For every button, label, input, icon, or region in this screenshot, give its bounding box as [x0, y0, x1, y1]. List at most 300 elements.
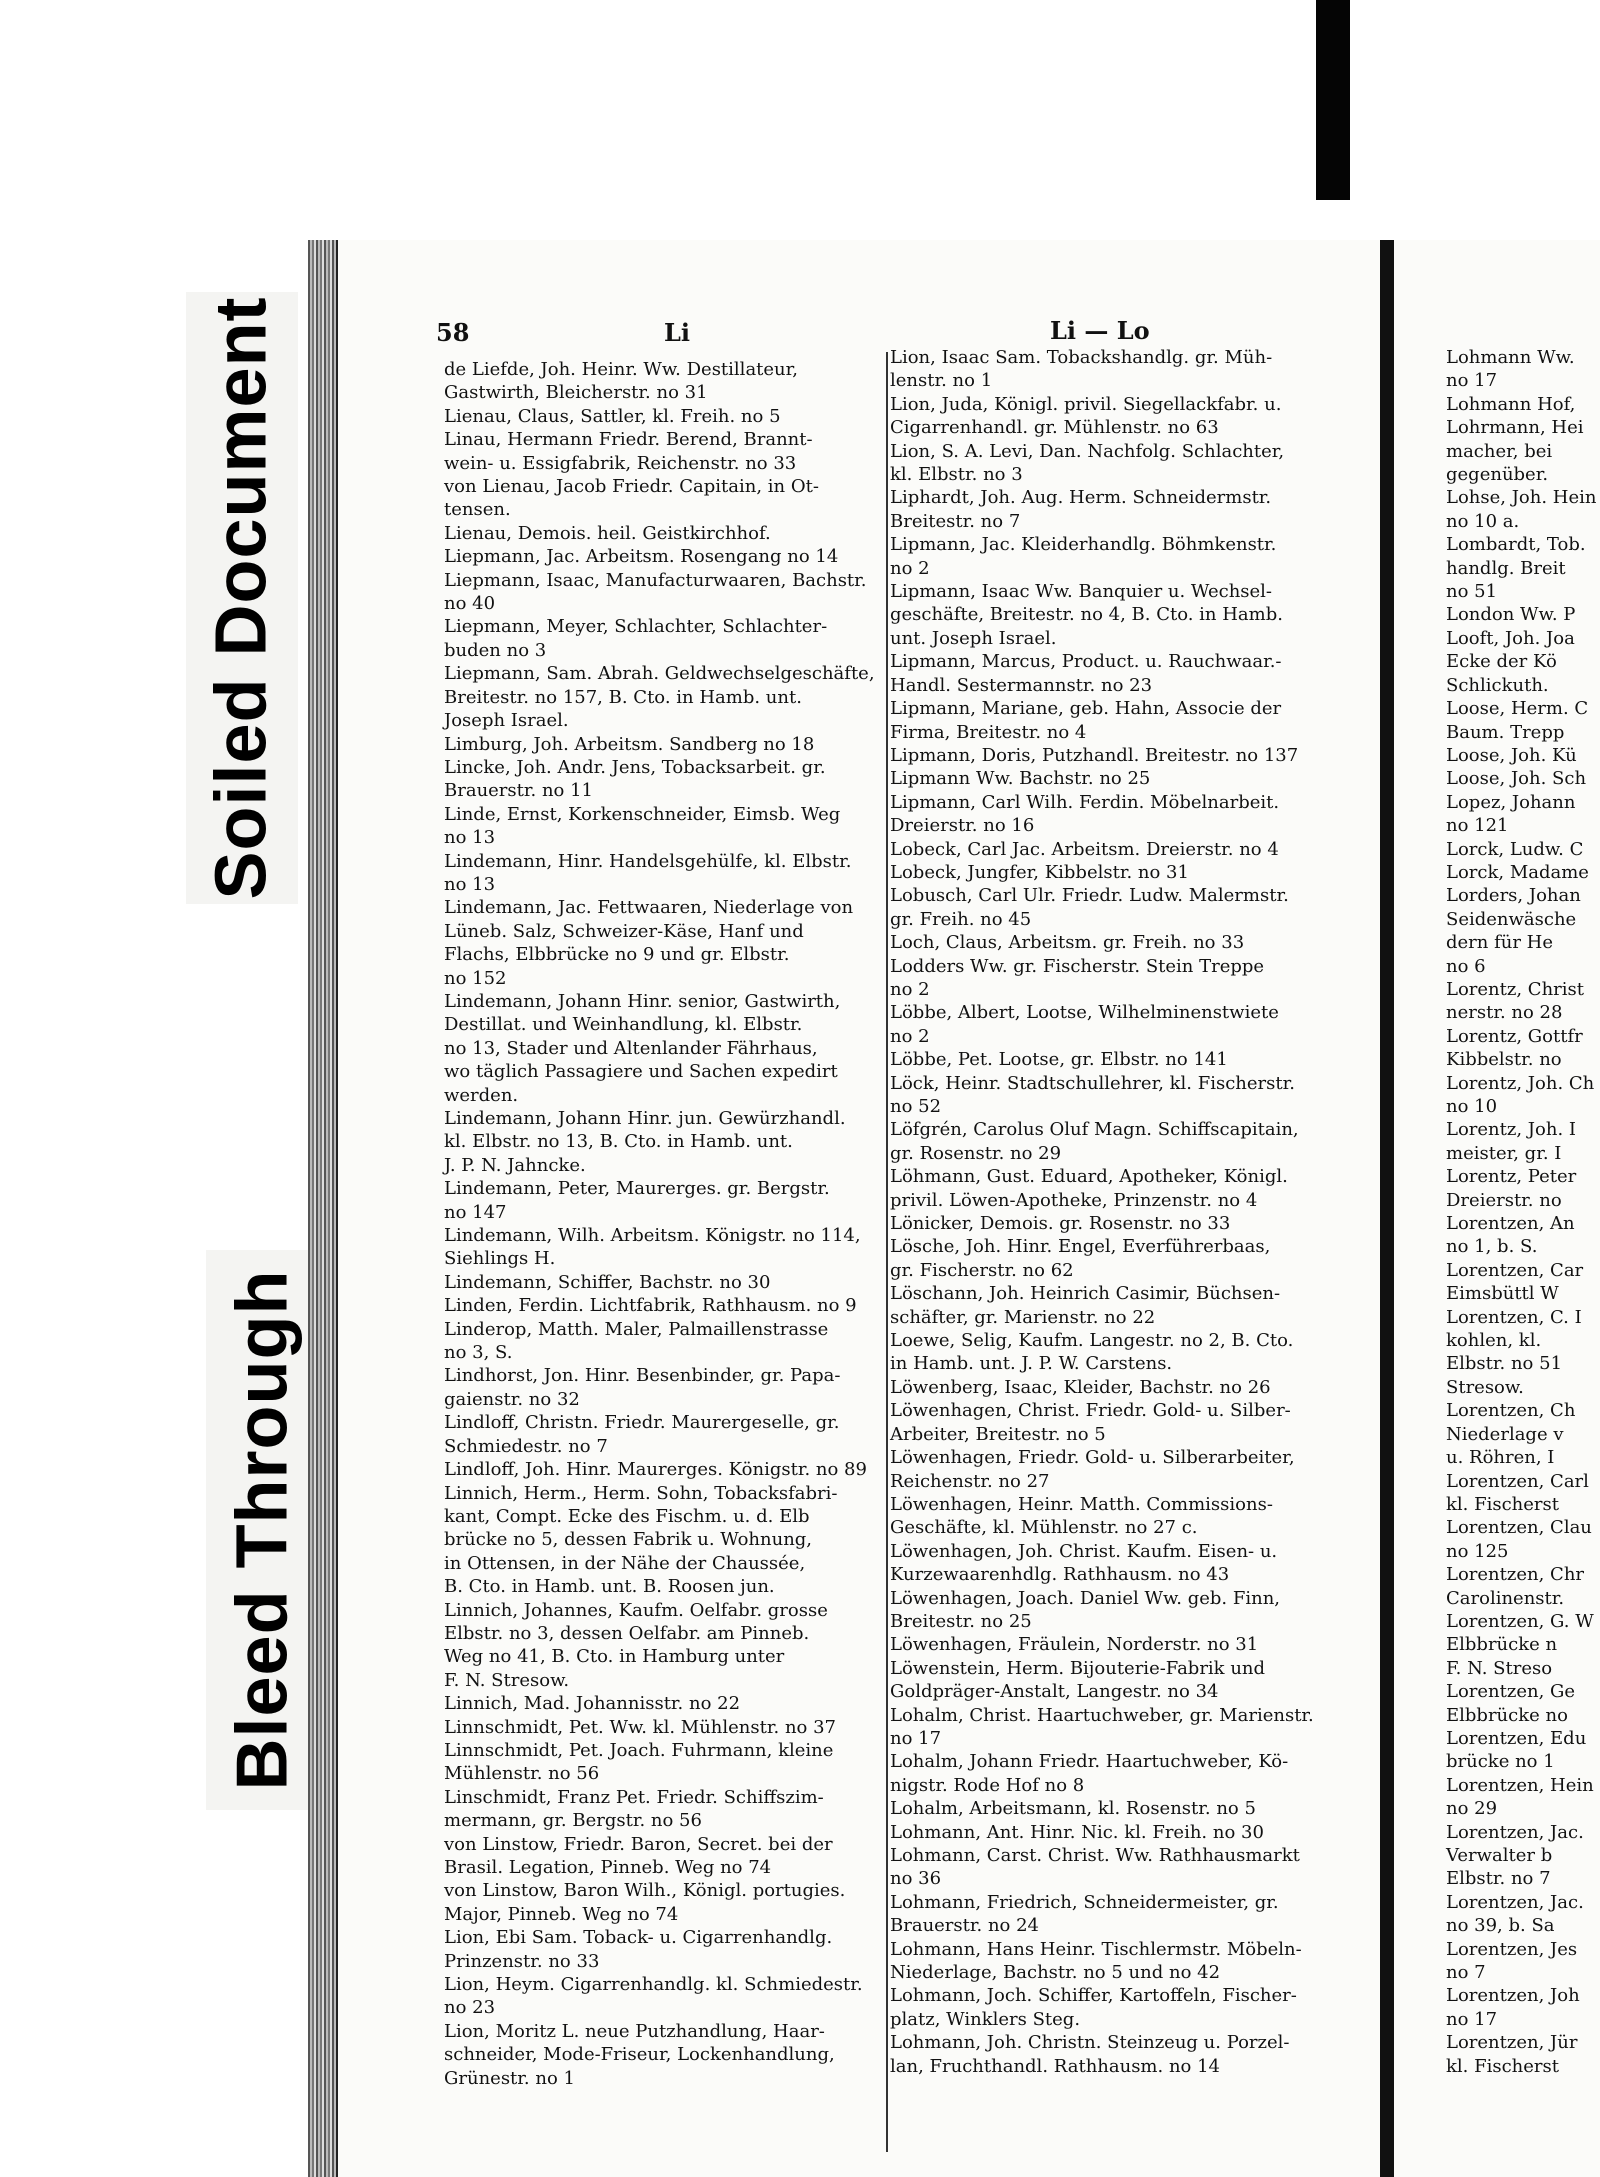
entry-line: Lorentz, Joh. I [1446, 1119, 1576, 1141]
entry-line: Brauerstr. no 11 [444, 780, 594, 802]
entry-line: no 29 [1446, 1798, 1498, 1820]
entry-line: no 51 [1446, 581, 1498, 603]
directory-entry [1446, 1563, 1600, 1610]
directory-entry [890, 1633, 1360, 1656]
directory-entry [444, 1482, 892, 1599]
directory-entry [890, 1891, 1360, 1938]
bleed-through-label-tape [206, 1250, 318, 1810]
directory-entry [1446, 346, 1600, 393]
directory-entry [1446, 1470, 1600, 1517]
entry-line: no 121 [1446, 815, 1509, 837]
entry-line: kl. Fischerst [1446, 1493, 1559, 1515]
entry-line: Liepmann, Isaac, Manufacturwaaren, Bachstr. [444, 569, 867, 591]
entry-line: dern für He [1446, 932, 1554, 954]
entry-line: Lohse, Joh. Hein [1446, 487, 1597, 509]
directory-entry [1446, 1212, 1600, 1259]
entry-line: Lorentzen, Jac. [1446, 1891, 1584, 1913]
directory-entry [444, 1364, 892, 1411]
directory-entry [1446, 884, 1600, 978]
entry-line: Goldpräger-Anstalt, Langestr. no 34 [890, 1681, 1219, 1703]
directory-entry [890, 346, 1360, 393]
directory-entry [444, 756, 892, 803]
entry-line: Lüneb. Salz, Schweizer-Käse, Hanf und [444, 920, 804, 942]
directory-entry [444, 522, 892, 545]
directory-entry [444, 1926, 892, 1973]
entry-line: Lorentzen, Clau [1446, 1517, 1592, 1539]
soiled-document-label-tape [186, 292, 298, 904]
entry-line: Löfgrén, Carolus Oluf Magn. Schiffscapitain, [890, 1119, 1299, 1141]
directory-entry [1446, 838, 1600, 861]
entry-line: Lorentzen, Joh [1446, 1985, 1580, 2007]
directory-entry [444, 990, 892, 1107]
entry-line: Lohmann Ww. [1446, 347, 1575, 368]
directory-entry [890, 1001, 1360, 1048]
entry-line: no 36 [890, 1868, 942, 1890]
entry-line: Lipmann, Isaac Ww. Banquier u. Wechsel- [890, 581, 1273, 603]
directory-entry [1446, 1680, 1600, 1727]
bleed-through-label: Bleed Through [222, 1269, 303, 1791]
entry-line: Lion, S. A. Levi, Dan. Nachfolg. Schlachter, [890, 440, 1285, 462]
directory-entry [1446, 393, 1600, 416]
entry-line: Lorentzen, Ch [1446, 1400, 1576, 1422]
directory-entry [1446, 1072, 1600, 1119]
entry-line: Löwenberg, Isaac, Kleider, Bachstr. no 26 [890, 1376, 1271, 1398]
directory-entry [890, 1587, 1360, 1634]
entry-line: Lorentz, Peter [1446, 1166, 1577, 1188]
directory-entry [890, 1048, 1360, 1071]
directory-entry [444, 1973, 892, 2020]
directory-entry [444, 475, 892, 522]
entry-line: Brasil. Legation, Pinneb. Weg no 74 [444, 1857, 772, 1878]
directory-entry [1446, 861, 1600, 884]
entry-line: Löwenstein, Herm. Bijouterie-Fabrik und [890, 1657, 1266, 1679]
directory-entry [890, 486, 1360, 533]
entry-line: Lorentzen, Jes [1446, 1938, 1578, 1960]
page-number: 58 [436, 318, 470, 347]
entry-line: macher, bei [1446, 440, 1553, 462]
directory-entry [890, 884, 1360, 931]
entry-line: schneider, Mode-Friseur, Lockenhandlung, [444, 2044, 835, 2066]
directory-entry [1446, 744, 1600, 767]
directory-entry [444, 1294, 892, 1317]
entry-line: Lion, Heym. Cigarrenhandlg. kl. Schmiedestr. [444, 1974, 863, 1996]
entry-line: Lorentzen, Jür [1446, 2032, 1578, 2054]
directory-entry [890, 697, 1360, 744]
entry-line: Ecke der Kö [1446, 651, 1557, 673]
book-page-edges [308, 240, 338, 2177]
entry-line: Lipmann, Jac. Kleiderhandlg. Böhmkenstr. [890, 534, 1277, 556]
entry-line: Grünestr. no 1 [444, 2067, 575, 2089]
entry-line: Loose, Joh. Kü [1446, 744, 1577, 766]
entry-line: Liepmann, Jac. Arbeitsm. Rosengang no 14 [444, 546, 839, 568]
entry-line: Lohalm, Johann Friedr. Haartuchweber, Kö- [890, 1751, 1289, 1773]
entry-line: Looft, Joh. Joa [1446, 627, 1575, 649]
entry-line: kant, Compt. Ecke des Fischm. u. d. Elb [444, 1505, 810, 1527]
entry-line: Lion, Juda, Königl. privil. Siegellackfabr. u. [890, 393, 1282, 415]
directory-entry [444, 1879, 892, 1926]
entry-line: Lobeck, Jungfer, Kibbelstr. no 31 [890, 861, 1189, 883]
entry-line: Lipmann, Carl Wilh. Ferdin. Möbelnarbeit. [890, 791, 1280, 813]
entry-line: Lorentzen, Ge [1446, 1681, 1576, 1703]
entry-line: Carolinenstr. [1446, 1587, 1565, 1609]
entry-line: Verwalter b [1446, 1845, 1553, 1866]
entry-line: Loose, Joh. Sch [1446, 768, 1587, 790]
entry-line: Dreierstr. no [1446, 1189, 1562, 1211]
entry-line: Breitestr. no 25 [890, 1610, 1032, 1632]
entry-line: Lorentzen, An [1446, 1213, 1575, 1235]
entry-line: wein- u. Essigfabrik, Reichenstr. no 33 [444, 452, 797, 474]
directory-entry [1446, 533, 1600, 603]
entry-line: de Liefde, Joh. Heinr. Ww. Destillateur, [444, 359, 798, 380]
entry-line: Linschmidt, Franz Pet. Friedr. Schiffszim- [444, 1786, 824, 1808]
entry-line: no 13 [444, 873, 496, 895]
entry-line: mermann, gr. Bergstr. no 56 [444, 1810, 702, 1832]
entry-line: schäfter, gr. Marienstr. no 22 [890, 1306, 1156, 1328]
entry-line: kl. Elbstr. no 13, B. Cto. in Hamb. unt. [444, 1131, 793, 1153]
directory-entry [1446, 1306, 1600, 1400]
entry-line: tensen. [444, 499, 511, 521]
directory-entry [890, 1821, 1360, 1844]
entry-line: Lösche, Joh. Hinr. Engel, Everführerbaas, [890, 1236, 1271, 1258]
entry-line: nerstr. no 28 [1446, 1002, 1563, 1024]
entry-line: no 6 [1446, 955, 1486, 977]
entry-line: gr. Freih. no 45 [890, 908, 1032, 930]
entry-line: Lincke, Joh. Andr. Jens, Tobacksarbeit. gr. [444, 756, 826, 778]
entry-line: gaienstr. no 32 [444, 1388, 580, 1410]
entry-line: Eimsbüttl W [1446, 1283, 1559, 1305]
entry-line: no 1, b. S. [1446, 1236, 1538, 1258]
directory-entry [890, 580, 1360, 650]
entry-line: Schmiedestr. no 7 [444, 1435, 608, 1457]
directory-entry [890, 791, 1360, 838]
directory-entry [444, 1318, 892, 1365]
entry-line: Elbstr. no 3, dessen Oelfabr. am Pinneb. [444, 1622, 810, 1644]
entry-line: no 3, S. [444, 1342, 513, 1364]
entry-line: gr. Rosenstr. no 29 [890, 1142, 1062, 1164]
entry-line: Lodders Ww. gr. Fischerstr. Stein Treppe [890, 955, 1265, 977]
entry-line: Lombardt, Tob. [1446, 534, 1586, 556]
entry-line: Baum. Trepp [1446, 721, 1565, 743]
entry-line: Firma, Breitestr. no 4 [890, 721, 1087, 743]
entry-line: Lorentzen, Chr [1446, 1564, 1585, 1586]
directory-entry [1446, 486, 1600, 533]
entry-line: no 147 [444, 1201, 507, 1223]
entry-line: Lohmann, Ant. Hinr. Nic. kl. Freih. no 30 [890, 1821, 1264, 1843]
entry-line: Elbbrücke n [1446, 1634, 1558, 1656]
entry-line: Löwenhagen, Joh. Christ. Kaufm. Eisen- u. [890, 1540, 1278, 1562]
directory-entry [890, 1212, 1360, 1235]
directory-entry [444, 358, 892, 405]
directory-entry [1446, 1891, 1600, 1938]
directory-entry [444, 545, 892, 568]
entry-line: Joseph Israel. [444, 710, 569, 732]
entry-line: u. Röhren, I [1446, 1447, 1555, 1469]
entry-line: Lönicker, Demois. gr. Rosenstr. no 33 [890, 1213, 1231, 1235]
directory-entry [444, 1692, 892, 1715]
directory-entry [890, 1984, 1360, 2031]
entry-line: Löschann, Joh. Heinrich Casimir, Büchsen- [890, 1283, 1281, 1305]
entry-line: Lipmann, Doris, Putzhandl. Breitestr. no 137 [890, 744, 1299, 766]
entry-line: J. P. N. Jahncke. [444, 1154, 586, 1176]
directory-entry [444, 2020, 892, 2090]
entry-line: Löwenhagen, Joach. Daniel Ww. geb. Finn, [890, 1587, 1281, 1609]
entry-line: Arbeiter, Breitestr. no 5 [890, 1423, 1106, 1445]
directory-entry [1446, 1118, 1600, 1165]
directory-entry [1446, 1025, 1600, 1072]
entry-line: Lindemann, Wilh. Arbeitsm. Königstr. no 114, [444, 1225, 861, 1247]
entry-line: Lohmann, Carst. Christ. Ww. Rathhausmarkt [890, 1845, 1300, 1866]
entry-line: Lohmann, Hans Heinr. Tischlermstr. Möbeln- [890, 1938, 1302, 1960]
directory-entry [1446, 1727, 1600, 1774]
entry-line: brücke no 1 [1446, 1751, 1555, 1773]
entry-line: Mühlenstr. no 56 [444, 1763, 600, 1785]
entry-line: Lorentzen, Carl [1446, 1470, 1589, 1492]
entry-line: brücke no 5, dessen Fabrik u. Wohnung, [444, 1529, 813, 1551]
directory-entry [890, 2031, 1360, 2078]
directory-entry [444, 1458, 892, 1481]
entry-line: Lorentz, Christ [1446, 978, 1584, 1000]
entry-line: Löwenhagen, Fräulein, Norderstr. no 31 [890, 1634, 1259, 1656]
entry-line: Lopez, Johann [1446, 791, 1576, 813]
directory-entry [890, 1118, 1360, 1165]
entry-line: Lindloff, Joh. Hinr. Maurerges. Königstr. no 89 [444, 1459, 867, 1481]
entry-line: Löck, Heinr. Stadtschullehrer, kl. Fischerstr. [890, 1072, 1295, 1094]
entry-line: Lohalm, Christ. Haartuchweber, gr. Marienstr. [890, 1704, 1314, 1726]
directory-entry [444, 662, 892, 732]
entry-line: no 39, b. Sa [1446, 1915, 1555, 1937]
entry-line: Weg no 41, B. Cto. in Hamburg unter [444, 1646, 785, 1668]
entry-line: geschäfte, Breitestr. no 4, B. Cto. in Hamb. [890, 604, 1283, 626]
entry-line: in Hamb. unt. J. P. W. Carstens. [890, 1353, 1173, 1375]
directory-entry [1446, 978, 1600, 1025]
book-gutter [1380, 240, 1394, 2177]
entry-line: Liepmann, Meyer, Schlachter, Schlachter- [444, 616, 828, 638]
entry-line: Elbstr. no 7 [1446, 1868, 1551, 1890]
entry-line: Löbbe, Pet. Lootse, gr. Elbstr. no 141 [890, 1049, 1228, 1071]
directory-entry [444, 1716, 892, 1739]
entry-line: F. N. Streso [1446, 1657, 1553, 1679]
entry-line: Lion, Moritz L. neue Putzhandlung, Haar- [444, 2020, 825, 2042]
running-head-left: Li [664, 318, 690, 347]
entry-line: Linden, Ferdin. Lichtfabrik, Rathhausm. no 9 [444, 1295, 857, 1317]
entry-line: no 13, Stader und Altenlander Fährhaus, [444, 1037, 818, 1059]
directory-entry [890, 1704, 1360, 1751]
directory-entry [1446, 1821, 1600, 1891]
directory-entry [444, 428, 892, 475]
running-head-right: Li — Lo [1050, 316, 1150, 345]
entry-line: Lipmann Ww. Bachstr. no 25 [890, 768, 1151, 790]
directory-entry [890, 1165, 1360, 1212]
directory-entry [444, 405, 892, 428]
entry-line: Prinzenstr. no 33 [444, 1950, 600, 1972]
entry-line: Lorentzen, Car [1446, 1259, 1584, 1281]
directory-entry [890, 838, 1360, 861]
entry-line: Kibbelstr. no [1446, 1049, 1562, 1071]
entry-line: Lindemann, Peter, Maurerges. gr. Bergstr. [444, 1178, 830, 1200]
entry-line: in Ottensen, in der Nähe der Chaussée, [444, 1552, 806, 1574]
directory-entry [444, 1271, 892, 1294]
entry-line: Lobeck, Carl Jac. Arbeitsm. Dreierstr. no 4 [890, 838, 1279, 860]
directory-entry [890, 1493, 1360, 1540]
entry-line: Lohrmann, Hei [1446, 417, 1584, 439]
directory-entry [890, 1657, 1360, 1704]
directory-entry [890, 861, 1360, 884]
soiled-document-label: Soiled Document [202, 296, 282, 900]
entry-line: Kurzewaarenhdlg. Rathhausm. no 43 [890, 1564, 1230, 1586]
directory-entry [444, 733, 892, 756]
directory-entry [890, 1072, 1360, 1119]
directory-entry [890, 1750, 1360, 1797]
entry-line: Lohalm, Arbeitsmann, kl. Rosenstr. no 5 [890, 1798, 1256, 1820]
directory-entry [890, 1938, 1360, 1985]
directory-entry [890, 1399, 1360, 1446]
entry-line: Linderop, Matth. Maler, Palmaillenstrasse [444, 1318, 829, 1340]
entry-line: Geschäfte, kl. Mühlenstr. no 27 c. [890, 1517, 1198, 1539]
entry-line: Linau, Hermann Friedr. Berend, Brannt- [444, 429, 813, 451]
directory-column-middle [890, 346, 1360, 2078]
entry-line: Major, Pinneb. Weg no 74 [444, 1903, 679, 1925]
directory-entry [444, 1786, 892, 1833]
entry-line: von Lienau, Jacob Friedr. Capitain, in Ot- [444, 476, 819, 498]
directory-entry [1446, 767, 1600, 790]
directory-entry [444, 1411, 892, 1458]
directory-entry [1446, 2031, 1600, 2078]
entry-line: Linnich, Johannes, Kaufm. Oelfabr. grosse [444, 1599, 828, 1621]
entry-line: Lorentz, Gottfr [1446, 1025, 1583, 1047]
entry-line: Liphardt, Joh. Aug. Herm. Schneidermstr. [890, 487, 1272, 509]
entry-line: privil. Löwen-Apotheke, Prinzenstr. no 4 [890, 1189, 1258, 1211]
entry-line: Loose, Herm. C [1446, 698, 1589, 720]
directory-entry [890, 533, 1360, 580]
entry-line: Linnschmidt, Pet. Joach. Fuhrmann, kleine [444, 1739, 834, 1761]
entry-line: Lipmann, Mariane, geb. Hahn, Associe der [890, 698, 1282, 720]
entry-line: Limburg, Joh. Arbeitsm. Sandberg no 18 [444, 733, 815, 755]
directory-column-right [1446, 346, 1600, 2078]
entry-line: Lorentzen, G. W [1446, 1610, 1594, 1632]
entry-line: Lorentzen, C. I [1446, 1306, 1582, 1328]
directory-entry [1446, 1259, 1600, 1306]
entry-line: Gastwirth, Bleicherstr. no 31 [444, 382, 708, 404]
entry-line: Loch, Claus, Arbeitsm. gr. Freih. no 33 [890, 932, 1245, 954]
entry-line: Linnich, Herm., Herm. Sohn, Tobacksfabri- [444, 1482, 838, 1504]
entry-line: Lorentzen, Edu [1446, 1727, 1587, 1749]
entry-line: platz, Winklers Steg. [890, 2008, 1081, 2030]
entry-line: Lindemann, Johann Hinr. jun. Gewürzhandl. [444, 1108, 846, 1129]
entry-line: Linnschmidt, Pet. Ww. kl. Mühlenstr. no 37 [444, 1716, 837, 1738]
entry-line: no 52 [890, 1096, 942, 1117]
directory-entry [1446, 1165, 1600, 1212]
entry-line: Niederlage, Bachstr. no 5 und no 42 [890, 1962, 1221, 1984]
entry-line: no 2 [890, 978, 930, 1000]
directory-entry [444, 569, 892, 616]
entry-line: London Ww. P [1446, 604, 1576, 626]
directory-entry [1446, 1984, 1600, 2031]
entry-line: Elbbrücke no [1446, 1704, 1568, 1726]
entry-line: kohlen, kl. [1446, 1330, 1542, 1352]
entry-line: no 17 [1446, 370, 1498, 392]
entry-line: buden no 3 [444, 639, 547, 661]
directory-entry [890, 1329, 1360, 1376]
entry-line: Lohmann, Joch. Schiffer, Kartoffeln, Fischer- [890, 1985, 1297, 2007]
directory-entry [1446, 1610, 1600, 1680]
directory-entry [444, 615, 892, 662]
entry-line: Lion, Isaac Sam. Tobackshandlg. gr. Müh- [890, 347, 1273, 368]
directory-entry [1446, 1774, 1600, 1821]
entry-line: Cigarrenhandl. gr. Mühlenstr. no 63 [890, 417, 1219, 439]
entry-line: Löwenhagen, Friedr. Gold- u. Silberarbeiter, [890, 1447, 1295, 1469]
directory-entry [890, 931, 1360, 954]
entry-line: kl. Elbstr. no 3 [890, 464, 1023, 486]
entry-line: unt. Joseph Israel. [890, 627, 1057, 649]
directory-entry [890, 744, 1360, 767]
entry-line: Dreierstr. no 16 [890, 815, 1035, 837]
directory-entry [890, 1376, 1360, 1399]
entry-line: Stresow. [1446, 1376, 1524, 1398]
entry-line: Löwenhagen, Heinr. Matth. Commissions- [890, 1493, 1273, 1515]
entry-line: no 23 [444, 1997, 496, 2019]
entry-line: werden. [444, 1084, 519, 1106]
entry-line: Lohmann, Joh. Christn. Steinzeug u. Porzel- [890, 2032, 1290, 2054]
entry-line: Lienau, Demois. heil. Geistkirchhof. [444, 522, 771, 544]
entry-line: lan, Fruchthandl. Rathhausm. no 14 [890, 2055, 1221, 2077]
entry-line: meister, gr. I [1446, 1142, 1562, 1164]
entry-line: Löhmann, Gust. Eduard, Apotheker, Königl. [890, 1166, 1288, 1188]
entry-line: Reichenstr. no 27 [890, 1470, 1050, 1492]
directory-entry [890, 650, 1360, 697]
entry-line: Destillat. und Weinhandlung, kl. Elbstr. [444, 1014, 803, 1036]
entry-line: Lindhorst, Jon. Hinr. Besenbinder, gr. Papa- [444, 1365, 841, 1387]
entry-line: Lindemann, Jac. Fettwaaren, Niederlage von [444, 897, 854, 919]
entry-line: gegenüber. [1446, 464, 1549, 486]
entry-line: no 17 [890, 1727, 942, 1749]
directory-entry [890, 1446, 1360, 1493]
entry-line: Breitestr. no 157, B. Cto. in Hamb. unt. [444, 686, 802, 708]
directory-entry [444, 1599, 892, 1693]
directory-entry [444, 1224, 892, 1271]
directory-entry [1446, 1516, 1600, 1563]
entry-line: Loewe, Selig, Kaufm. Langestr. no 2, B. Cto. [890, 1330, 1294, 1352]
entry-line: von Linstow, Baron Wilh., Königl. portugies. [444, 1880, 846, 1902]
entry-line: Lion, Ebi Sam. Toback- u. Cigarrenhandlg. [444, 1927, 833, 1949]
directory-entry [1446, 1938, 1600, 1985]
entry-line: Lobusch, Carl Ulr. Friedr. Ludw. Malermstr. [890, 885, 1289, 907]
entry-line: Elbstr. no 51 [1446, 1353, 1563, 1375]
entry-line: Schlickuth. [1446, 674, 1549, 696]
directory-entry [444, 1177, 892, 1224]
entry-line: Lindemann, Hinr. Handelsgehülfe, kl. Elbstr. [444, 850, 852, 872]
scan-edge-bar [1316, 0, 1350, 200]
directory-entry [890, 1540, 1360, 1587]
entry-line: no 10 [1446, 1096, 1498, 1117]
entry-line: Lipmann, Marcus, Product. u. Rauchwaar.- [890, 651, 1282, 673]
directory-entry [444, 896, 892, 990]
entry-line: Lorck, Madame [1446, 861, 1589, 883]
entry-line: B. Cto. in Hamb. unt. B. Roosen jun. [444, 1576, 775, 1598]
entry-line: Brauerstr. no 24 [890, 1915, 1040, 1937]
directory-entry [890, 1844, 1360, 1891]
directory-entry [444, 1739, 892, 1786]
directory-entry [1446, 603, 1600, 626]
entry-line: no 152 [444, 967, 507, 989]
entry-line: handlg. Breit [1446, 557, 1566, 579]
entry-line: gr. Fischerstr. no 62 [890, 1259, 1074, 1281]
entry-line: Lindemann, Johann Hinr. senior, Gastwirth, [444, 990, 841, 1012]
entry-line: lenstr. no 1 [890, 370, 993, 392]
entry-line: Lorentzen, Jac. [1446, 1821, 1584, 1843]
directory-entry [1446, 416, 1600, 486]
directory-entry [890, 955, 1360, 1002]
directory-entry [890, 1282, 1360, 1329]
